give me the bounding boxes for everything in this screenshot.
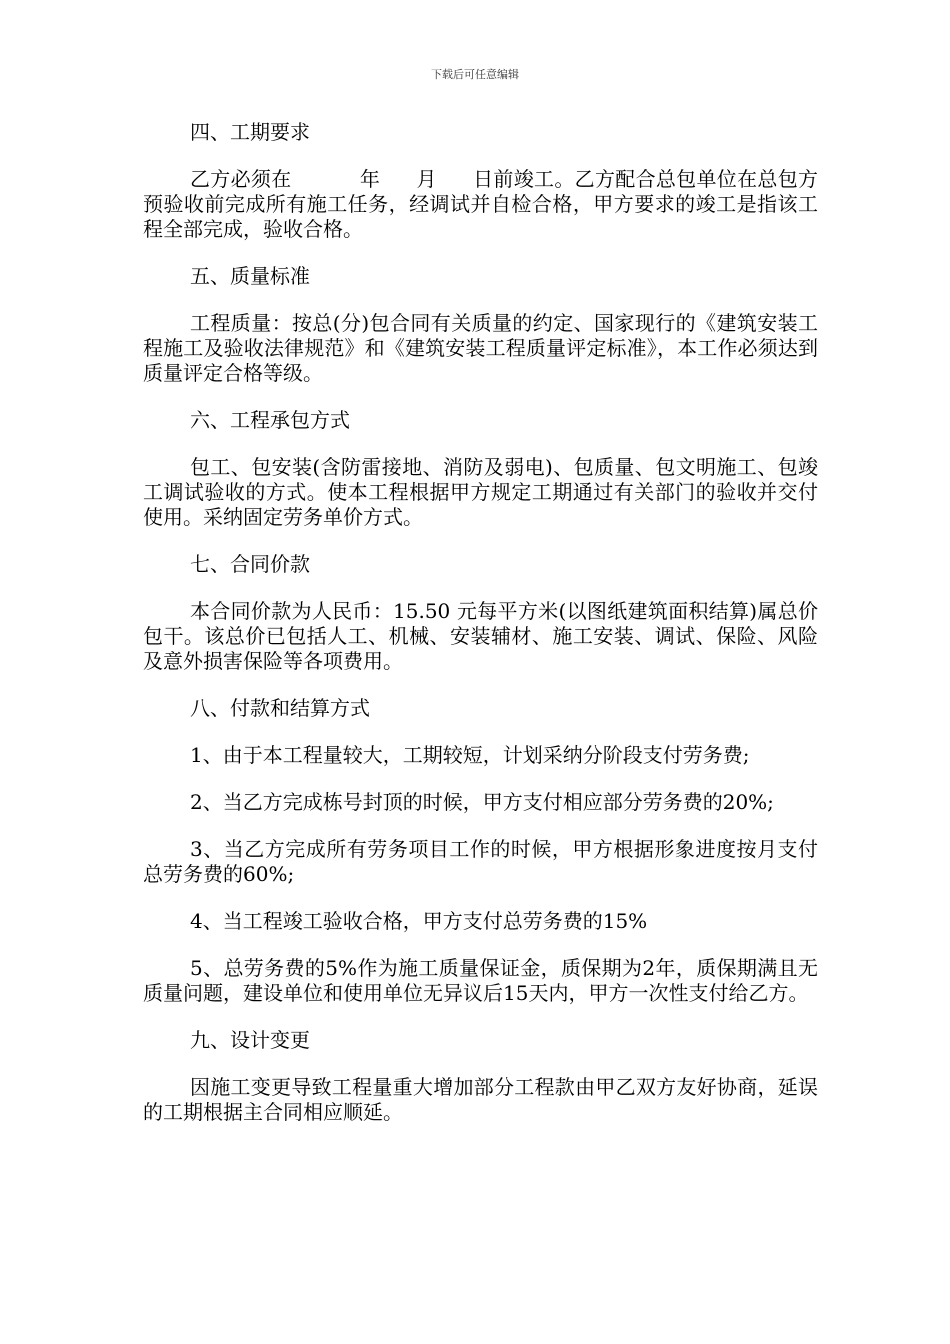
page-header-note: 下载后可任意编辑 [431,68,519,81]
section-heading-quality: 五、质量标准 [190,264,310,288]
payment-item: 4、当工程竣工验收合格，甲方支付总劳务费的15% [190,909,648,933]
payment-item: 2、当乙方完成栋号封顶的时候，甲方支付相应部分劳务费的20%; [190,790,774,814]
schedule-text-month: 月 [416,167,437,191]
payment-item: 3、当乙方完成所有劳务项目工作的时候，甲方根据形象进度按月支付总劳务费的60%; [143,837,818,886]
section-heading-design-change: 九、设计变更 [190,1028,310,1052]
section-heading-schedule: 四、工期要求 [190,120,310,144]
section-heading-contract-mode: 六、工程承包方式 [190,408,350,432]
schedule-text-rest: 日前竣工。乙方配合总包单位在总包方预验收前完成所有施工任务，经调试并自检合格，甲方要求的竣工是指该工程全部完成，验收合格。 [143,167,819,241]
schedule-text-a: 乙方必须在 [190,167,292,191]
contract-mode-paragraph: 包工、包安装(含防雷接地、消防及弱电)、包质量、包文明施工、包竣工调试验收的方式。使本工程根据甲方规定工期通过有关部门的验收并交付使用。采纳固定劳务单价方式。 [143,455,818,529]
payment-item: 5、总劳务费的5%作为施工质量保证金，质保期为2年，质保期满且无质量问题，建设单位和使用单位无异议后15天内，甲方一次性支付给乙方。 [143,956,818,1005]
contract-price-paragraph: 本合同价款为人民币：15.50 元每平方米(以图纸建筑面积结算)属总价包干。该总价已包括人工、机械、安装辅材、施工安装、调试、保险、风险及意外损害保险等各项费用。 [143,599,818,673]
quality-paragraph: 工程质量：按总(分)包合同有关质量的约定、国家现行的《建筑安装工程施工及验收法律规范》和《建筑安装工程质量评定标准》，本工作必须达到质量评定合格等级。 [143,311,818,385]
design-change-paragraph: 因施工变更导致工程量重大增加部分工程款由甲乙双方友好协商，延误的工期根据主合同相应顺延。 [143,1075,818,1124]
document-body [143,120,818,1147]
schedule-text-year: 年 [359,167,381,191]
section-heading-payment: 八、付款和结算方式 [190,696,370,720]
schedule-paragraph [143,167,818,242]
payment-item: 1、由于本工程量较大，工期较短，计划采纳分阶段支付劳务费; [190,743,750,767]
section-heading-contract-price: 七、合同价款 [190,552,310,576]
